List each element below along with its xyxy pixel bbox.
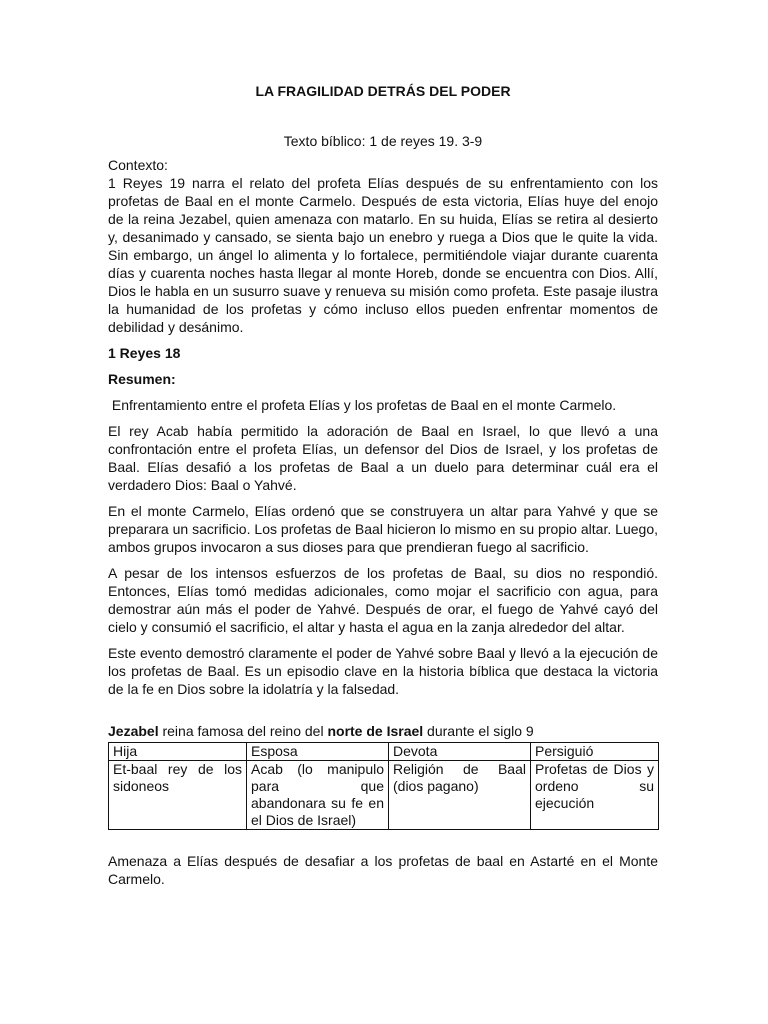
table-cell: Religión de Baal (dios pagano) (389, 761, 531, 830)
jezabel-place: norte de Israel (327, 723, 424, 739)
jezabel-table (108, 742, 659, 830)
table-row (109, 761, 659, 830)
context-paragraph: 1 Reyes 19 narra el relato del profeta Elías después de su enfrentamiento con los profetas de Baal en el monte Carmelo. Después de esta victoria, Elías huye del enojo de la reina Jezabel, quien amenaza con matarlo. En su huida, Elías se retira al desierto y, desanimado y cansado, se sienta bajo un enebro y ruega a Dios que le quite la vida. Sin embargo, un ángel lo alimenta y lo fortalece, permitiéndole viajar durante cuarenta días y cuarenta noches hasta llegar al monte Horeb, donde se encuentra con Dios. Allí, Dios le habla en un susurro suave y renueva su misión como profeta. Este pasaje ilustra la humanidad de los profetas y cómo incluso ellos pueden enfrentar momentos de debilidad y desánimo. (108, 175, 658, 335)
table-cell: Acab (lo manipulo para que abandonara su fe en el Dios de Israel) (247, 761, 389, 830)
jezabel-name: Jezabel (108, 723, 159, 739)
table-cell: Profetas de Dios y ordeno su ejecución (531, 761, 659, 830)
body-paragraph: El rey Acab había permitido la adoración de Baal en Israel, lo que llevó a una confrontación entre el profeta Elías, un defensor del Dios de Israel, y los profetas de Baal. Elías desafió a los profetas de Baal a un duelo para determinar cuál era el verdadero Dios: Baal o Yahvé. (108, 423, 658, 493)
table-header-cell: Persiguió (531, 743, 659, 761)
body-paragraph: En el monte Carmelo, Elías ordenó que se construyera un altar para Yahvé y que se preparara un sacrificio. Los profetas de Baal hicieron lo mismo en su propio altar. Luego, ambos grupos invocaron a sus dioses para que prendieran fuego al sacrificio. (108, 503, 658, 555)
summary-heading: Resumen: (108, 371, 176, 387)
body-paragraph: A pesar de los intensos esfuerzos de los profetas de Baal, su dios no respondió. Entonces, Elías tomó medidas adicionales, como mojar el sacrificio con agua, para demostrar aún más el poder de Yahvé. Después de orar, el fuego de Yahvé cayó del cielo y consumió el sacrificio, el altar y hasta el agua en la zanja alrededor del altar. (108, 565, 658, 635)
jezabel-end: durante el siglo 9 (423, 723, 534, 739)
jezabel-line (108, 722, 658, 740)
table-cell: Et-baal rey de los sidoneos (109, 761, 247, 830)
biblical-text-reference: Texto bíblico: 1 de reyes 19. 3-9 (283, 133, 483, 149)
closing-paragraph: Amenaza a Elías después de desafiar a los profetas de baal en Astarté en el Monte Carmelo. (108, 853, 658, 887)
jezabel-mid: reina famosa del reino del (158, 723, 328, 739)
table-header-cell: Hija (109, 743, 247, 761)
body-paragraph: Este evento demostró claramente el poder de Yahvé sobre Baal y llevó a la ejecución de los profetas de Baal. Es un episodio clave en la historia bíblica que destaca la victoria de la fe en Dios sobre la idolatría y la falsedad. (108, 645, 658, 697)
document-title: LA FRAGILIDAD DETRÁS DEL PODER (255, 83, 511, 99)
table-header-cell: Devota (389, 743, 531, 761)
table-header-row (109, 743, 659, 761)
section-heading: 1 Reyes 18 (108, 345, 181, 361)
document-body (108, 82, 658, 896)
table-header-cell: Esposa (247, 743, 389, 761)
context-label: Contexto: (108, 157, 168, 173)
summary-intro: Enfrentamiento entre el profeta Elías y los profetas de Baal en el monte Carmelo. (108, 397, 617, 413)
